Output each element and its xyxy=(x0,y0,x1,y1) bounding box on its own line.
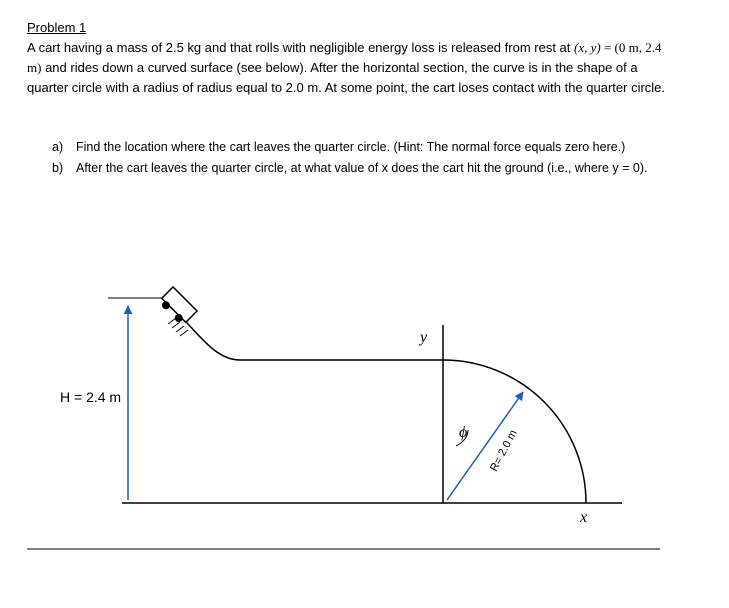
question-b-label: b) xyxy=(52,161,64,175)
x-axis-label: x xyxy=(580,509,588,526)
problem-heading: Problem 1 xyxy=(27,20,87,35)
cart xyxy=(157,287,197,327)
y-axis-label: y xyxy=(420,329,428,346)
intro-part1: A cart having a mass of 2.5 kg and that rolls with negligible energy loss is released from rest at xyxy=(27,40,574,55)
question-b-text: After the cart leaves the quarter circle, at what value of x does the cart hit the ground (i.e., where y = 0). xyxy=(76,161,648,175)
intro-part2: and rides down a curved surface (see below). After the horizontal section, the curve is in the shape of a quarter circle with a radius of radius equal to 2.0 m. At some point, the cart loses contact with the quarter circle. xyxy=(27,60,666,95)
radius-label: R= 2.0 m xyxy=(488,428,520,474)
height-label: H = 2.4 m xyxy=(60,389,122,405)
equals-sign: = xyxy=(600,40,615,55)
position-variables: (x, y) xyxy=(574,40,601,55)
question-a-text: Find the location where the cart leaves the quarter circle. (Hint: The normal force equals zero here.) xyxy=(76,140,626,154)
angle-label: ϕ xyxy=(459,424,468,441)
curved-track xyxy=(170,305,443,360)
question-a-label: a) xyxy=(52,140,64,154)
position-values: (0 m, 2.4 m) xyxy=(27,40,662,75)
